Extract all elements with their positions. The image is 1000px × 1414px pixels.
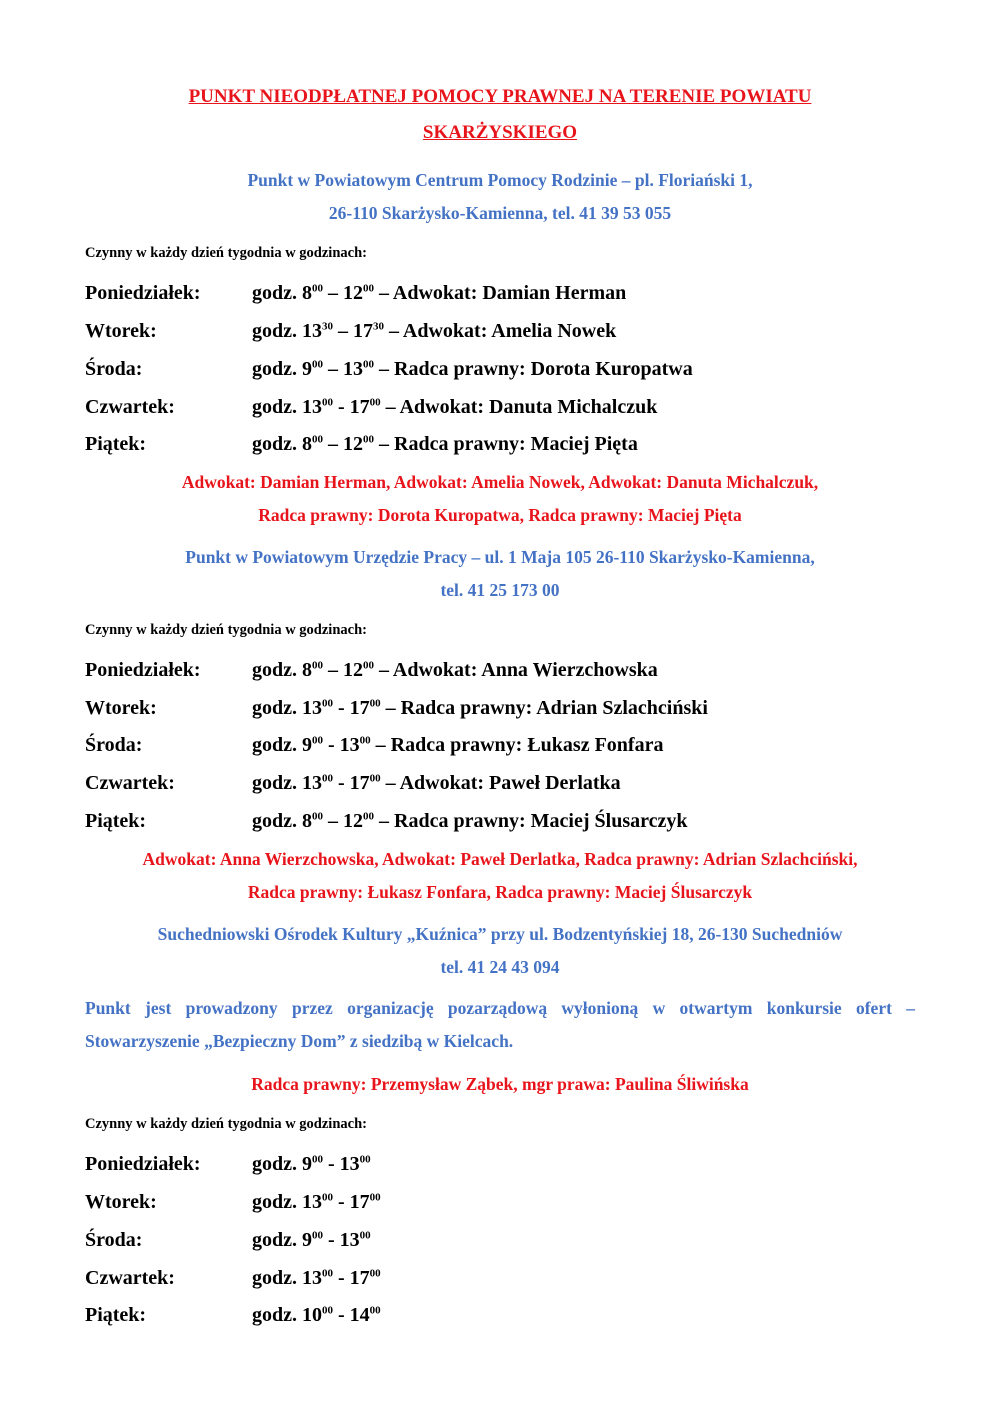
section1-schedule-row — [85, 433, 915, 461]
schedule-day: Poniedziałek: — [85, 282, 201, 304]
schedule-hours: godz. $13^{00} - 17^{00}$ – Adwokat: Paweł Derlatka — [252, 772, 621, 794]
schedule-hours: godz. $8^{00} - 12^{00}$ – Adwokat: Anna Wierzchowska — [252, 659, 658, 681]
section1-schedule-row — [85, 396, 915, 424]
schedule-hours: godz. $9^{00} - 13^{00}$ — [252, 1153, 371, 1175]
schedule-hours: godz. $8^{00} - 12^{00}$ – Radca prawny: Maciej Pięta — [252, 433, 638, 455]
section3-schedule-row — [85, 1267, 915, 1295]
section1-lawyers-line-1: Adwokat: Damian Herman, Adwokat: Amelia Nowek, Adwokat: Danuta Michalczuk, — [181, 472, 819, 492]
section1-schedule-row — [85, 320, 915, 348]
section3-lawyers: Radca prawny: Przemysław Ząbek, mgr prawa: Paulina Śliwińska — [251, 1074, 749, 1094]
section3-address-line-2: tel. 41 24 43 094 — [440, 957, 560, 977]
section3-schedule-row — [85, 1304, 915, 1332]
section1-lawyers-line-2: Radca prawny: Dorota Kuropatwa, Radca prawny: Maciej Pięta — [258, 505, 742, 525]
section2-schedule-row — [85, 772, 915, 800]
section3-organization-note: Punkt jest prowadzony przez organizację pozarządową wyłonioną w otwartym konkursie ofert – Stowarzyszenie „Bezpieczny Dom” z siedzibą w Kielcach. — [85, 998, 915, 1051]
schedule-hours: godz. $9^{00} - 13^{00}$ — [252, 1229, 371, 1251]
schedule-day: Czwartek: — [85, 396, 175, 418]
schedule-hours: godz. $10^{00} - 14^{00}$ — [252, 1304, 381, 1326]
section3-schedule-row — [85, 1153, 915, 1181]
schedule-day: Środa: — [85, 358, 143, 380]
schedule-hours: godz. $9^{00} - 13^{00}$ – Radca prawny: Łukasz Fonfara — [252, 734, 664, 756]
schedule-hours: godz. $8^{00} - 12^{00}$ – Radca prawny: Maciej Ślusarczyk — [252, 810, 688, 832]
section2-schedule-row — [85, 659, 915, 687]
document-title-line-1: PUNKT NIEODPŁATNEJ POMOCY PRAWNEJ NA TERENIE POWIATU — [188, 86, 812, 107]
schedule-day: Wtorek: — [85, 320, 157, 342]
section1-schedule-row — [85, 282, 915, 310]
schedule-day: Wtorek: — [85, 697, 157, 719]
schedule-day: Czwartek: — [85, 772, 175, 794]
schedule-day: Środa: — [85, 734, 143, 756]
document-title-line-2: SKARŻYSKIEGO — [422, 122, 578, 143]
schedule-day: Piątek: — [85, 433, 147, 455]
section2-schedule-row — [85, 734, 915, 762]
section2-address-line-1: Punkt w Powiatowym Urzędzie Pracy – ul. 1 Maja 105 26-110 Skarżysko-Kamienna, — [185, 547, 815, 567]
section3-hours-intro: Czynny w każdy dzień tygodnia w godzinach: — [85, 1116, 367, 1132]
schedule-hours: godz. $9^{00} - 13^{00}$ – Radca prawny: Dorota Kuropatwa — [252, 358, 693, 380]
section1-address-line-1: Punkt w Powiatowym Centrum Pomocy Rodzinie – pl. Floriański 1, — [247, 170, 753, 190]
section2-schedule-row — [85, 810, 915, 838]
section1-address-line-2: 26-110 Skarżysko-Kamienna, tel. 41 39 53 055 — [328, 203, 672, 223]
schedule-day: Czwartek: — [85, 1267, 175, 1289]
schedule-day: Piątek: — [85, 1304, 147, 1326]
schedule-day: Wtorek: — [85, 1191, 157, 1213]
schedule-day: Poniedziałek: — [85, 659, 201, 681]
section2-lawyers-line-2: Radca prawny: Łukasz Fonfara, Radca prawny: Maciej Ślusarczyk — [247, 882, 753, 902]
schedule-day: Piątek: — [85, 810, 147, 832]
section2-schedule-row — [85, 697, 915, 725]
schedule-hours: godz. $13^{00} - 17^{00}$ — [252, 1191, 381, 1213]
section2-address-line-2: tel. 41 25 173 00 — [440, 580, 560, 600]
schedule-day: Poniedziałek: — [85, 1153, 201, 1175]
section3-schedule-row — [85, 1191, 915, 1219]
schedule-hours: godz. $13^{00} - 17^{00}$ – Adwokat: Danuta Michalczuk — [252, 396, 658, 418]
schedule-day: Środa: — [85, 1229, 143, 1251]
section1-hours-intro: Czynny w każdy dzień tygodnia w godzinach: — [85, 245, 367, 261]
section2-lawyers-line-1: Adwokat: Anna Wierzchowska, Adwokat: Paweł Derlatka, Radca prawny: Adrian Szlachciński, — [142, 849, 858, 869]
section3-address-line-1: Suchedniowski Ośrodek Kultury „Kuźnica” przy ul. Bodzentyńskiej 18, 26-130 Suchedniów — [157, 924, 843, 944]
schedule-hours: godz. $8^{00} - 12^{00}$ – Adwokat: Damian Herman — [252, 282, 627, 304]
section3-schedule-row — [85, 1229, 915, 1257]
schedule-hours: godz. $13^{00} - 17^{00}$ – Radca prawny: Adrian Szlachciński — [252, 697, 708, 719]
section1-schedule-row — [85, 358, 915, 386]
section2-hours-intro: Czynny w każdy dzień tygodnia w godzinach: — [85, 622, 367, 638]
schedule-hours: godz. $13^{00} - 17^{00}$ — [252, 1267, 381, 1289]
schedule-hours: godz. $13^{30} - 17^{30}$ – Adwokat: Amelia Nowek — [252, 320, 617, 342]
